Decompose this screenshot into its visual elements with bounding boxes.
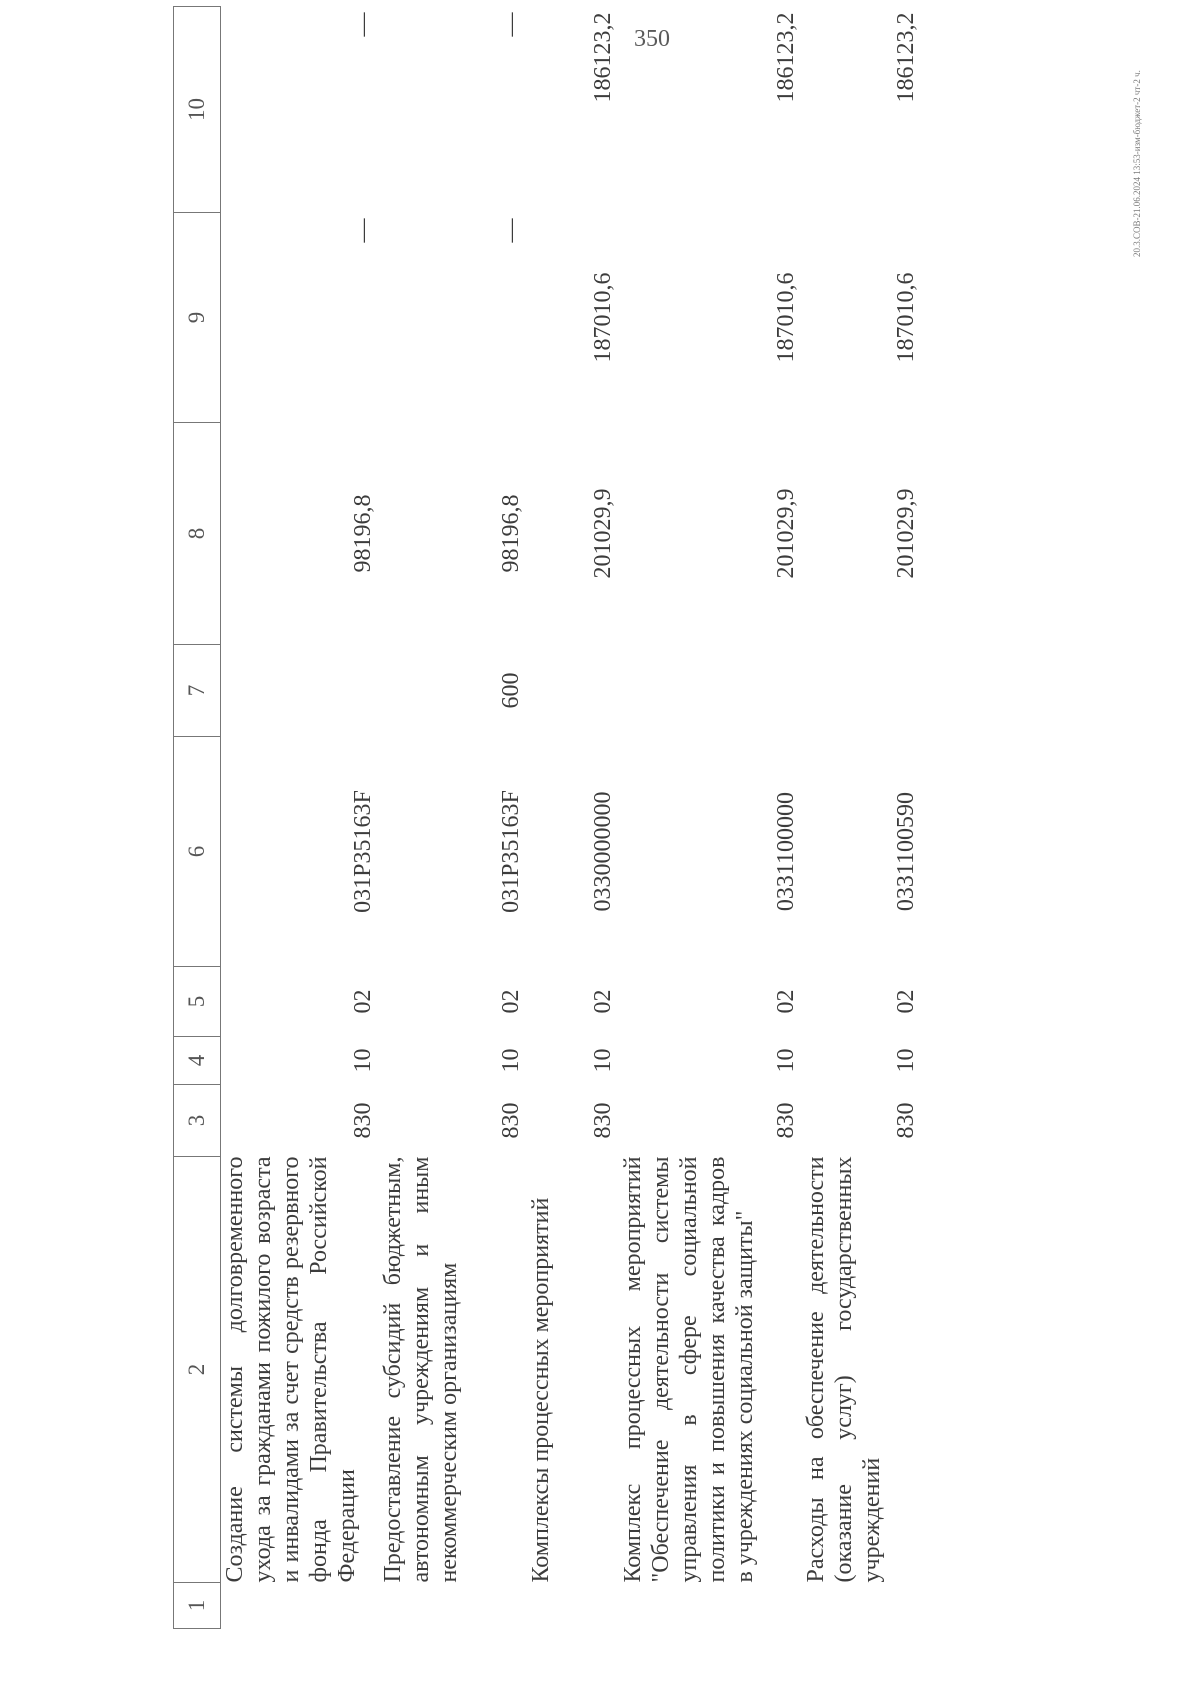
header-col-9: 9: [174, 213, 221, 423]
document-stamp: 20.3.СОВ-21.06.2024 13:53-изм-бюджет-2 чт-2 ч.: [1132, 70, 1142, 257]
csr-cell: [802, 737, 922, 967]
vr-cell: [379, 645, 527, 737]
vr-cell: [802, 645, 922, 737]
row-number-cell: [802, 1583, 922, 1629]
csr-cell: [527, 737, 619, 967]
csr-cell: [221, 737, 380, 967]
sum-2026-cell: [802, 7, 922, 213]
sum-2026-cell: [527, 7, 619, 213]
csr-value: 031P35163F: [350, 790, 376, 913]
header-col-3: 3: [174, 1085, 221, 1157]
sum-2025-cell: [619, 213, 802, 423]
header-col-5: 5: [174, 967, 221, 1037]
sum-2026-cell: [379, 7, 527, 213]
pr-value: 02: [590, 989, 616, 1014]
row-description: Создание системы долговременного ухода за гражданами пожилого возраста и инвалидами за счет средств резервного фонда Правительства Российской Федерации: [222, 1156, 360, 1583]
rz-value: 10: [350, 1048, 376, 1073]
row-description: Комплекс процессных мероприятий "Обеспечение деятельности системы управления в сфере социальной политики и повышения качества кадров в учреждениях социальной защиты": [620, 1156, 758, 1583]
sum-2025-value: 187010,6: [773, 272, 799, 363]
sum-2024-cell: [221, 423, 380, 645]
csr-cell: [379, 737, 527, 967]
sum-2024-cell: [802, 423, 922, 645]
grbs-value: 830: [773, 1102, 799, 1139]
header-col-8: 8: [174, 423, 221, 645]
row-description: Комплексы процессных мероприятий: [528, 1197, 554, 1583]
pr-value: 02: [498, 989, 524, 1014]
sum-2026-value: 186123,2: [590, 12, 616, 103]
sum-2024-cell: [379, 423, 527, 645]
grbs-value: 830: [350, 1102, 376, 1139]
table-row: [221, 7, 380, 1629]
vr-value: [920, 645, 922, 737]
sum-2024-cell: [527, 423, 619, 645]
csr-value: 0331100590: [893, 791, 919, 912]
grbs-value: 830: [590, 1102, 616, 1139]
header-col-7: 7: [174, 645, 221, 737]
page-number: 350: [634, 26, 670, 52]
rz-value: 10: [498, 1048, 524, 1073]
grbs-cell: [221, 1085, 380, 1157]
sum-2025-value: 187010,6: [590, 272, 616, 363]
sum-2026-value: —: [498, 12, 524, 37]
sum-2026-cell: [619, 7, 802, 213]
rz-cell: [802, 1037, 922, 1085]
sum-2024-value: 201029,9: [773, 488, 799, 579]
rz-cell: [527, 1037, 619, 1085]
row-number-cell: [619, 1583, 802, 1629]
header-col-10: 10: [174, 7, 221, 213]
grbs-cell: [527, 1085, 619, 1157]
sum-2024-value: 98196,8: [498, 494, 524, 573]
vr-cell: [527, 645, 619, 737]
header-col-2: 2: [174, 1157, 221, 1583]
pr-value: 02: [350, 989, 376, 1014]
pr-cell: [221, 967, 380, 1037]
budget-table: [173, 6, 922, 1629]
header-col-1: 1: [174, 1583, 221, 1629]
sum-2025-cell: [379, 213, 527, 423]
rz-cell: [619, 1037, 802, 1085]
grbs-cell: [619, 1085, 802, 1157]
rz-value: 10: [773, 1048, 799, 1073]
rz-value: 10: [590, 1048, 616, 1073]
rz-value: 10: [893, 1048, 919, 1073]
table-row: [527, 7, 619, 1629]
sum-2026-cell: [221, 7, 380, 213]
sum-2026-value: 186123,2: [773, 12, 799, 103]
table-row: [619, 7, 802, 1629]
grbs-value: 830: [893, 1102, 919, 1139]
csr-value: 0331100000: [773, 791, 799, 912]
grbs-cell: [379, 1085, 527, 1157]
sum-2024-value: 201029,9: [893, 488, 919, 579]
row-number-cell: [527, 1583, 619, 1629]
grbs-cell: [802, 1085, 922, 1157]
vr-value: 600: [498, 672, 524, 709]
pr-value: 02: [893, 989, 919, 1014]
pr-cell: [802, 967, 922, 1037]
sum-2025-cell: [802, 213, 922, 423]
rz-cell: [221, 1037, 380, 1085]
rz-cell: [379, 1037, 527, 1085]
vr-cell: [619, 645, 802, 737]
header-row: [174, 7, 221, 1629]
sum-2026-value: 186123,2: [893, 12, 919, 103]
csr-value: 0330000000: [590, 791, 616, 912]
pr-value: 02: [773, 989, 799, 1014]
sum-2026-value: —: [350, 12, 376, 37]
csr-cell: [619, 737, 802, 967]
pr-cell: [619, 967, 802, 1037]
sum-2025-value: 187010,6: [893, 272, 919, 363]
header-col-6: 6: [174, 737, 221, 967]
header-col-4: 4: [174, 1037, 221, 1085]
grbs-value: 830: [498, 1102, 524, 1139]
rotated-table-container: [173, 7, 1073, 1629]
sum-2025-value: —: [350, 218, 376, 243]
csr-value: 031P35163F: [498, 790, 524, 913]
sum-2025-value: —: [498, 218, 524, 243]
sum-2024-value: 98196,8: [350, 494, 376, 573]
pr-cell: [527, 967, 619, 1037]
table-row: [379, 7, 527, 1629]
row-number-cell: [379, 1583, 527, 1629]
sum-2024-value: 201029,9: [590, 488, 616, 579]
row-description: Расходы на обеспечение деятельности (оказание услуг) государственных учреждений: [803, 1156, 885, 1583]
pr-cell: [379, 967, 527, 1037]
sum-2025-cell: [527, 213, 619, 423]
row-number-cell: [221, 1583, 380, 1629]
sum-2025-cell: [221, 213, 380, 423]
table-row: [802, 7, 922, 1629]
row-description: Предоставление субсидий бюджетным, автономным учреждениям и иным некоммерческим организациям: [380, 1156, 462, 1583]
sum-2024-cell: [619, 423, 802, 645]
vr-cell: [221, 645, 380, 737]
